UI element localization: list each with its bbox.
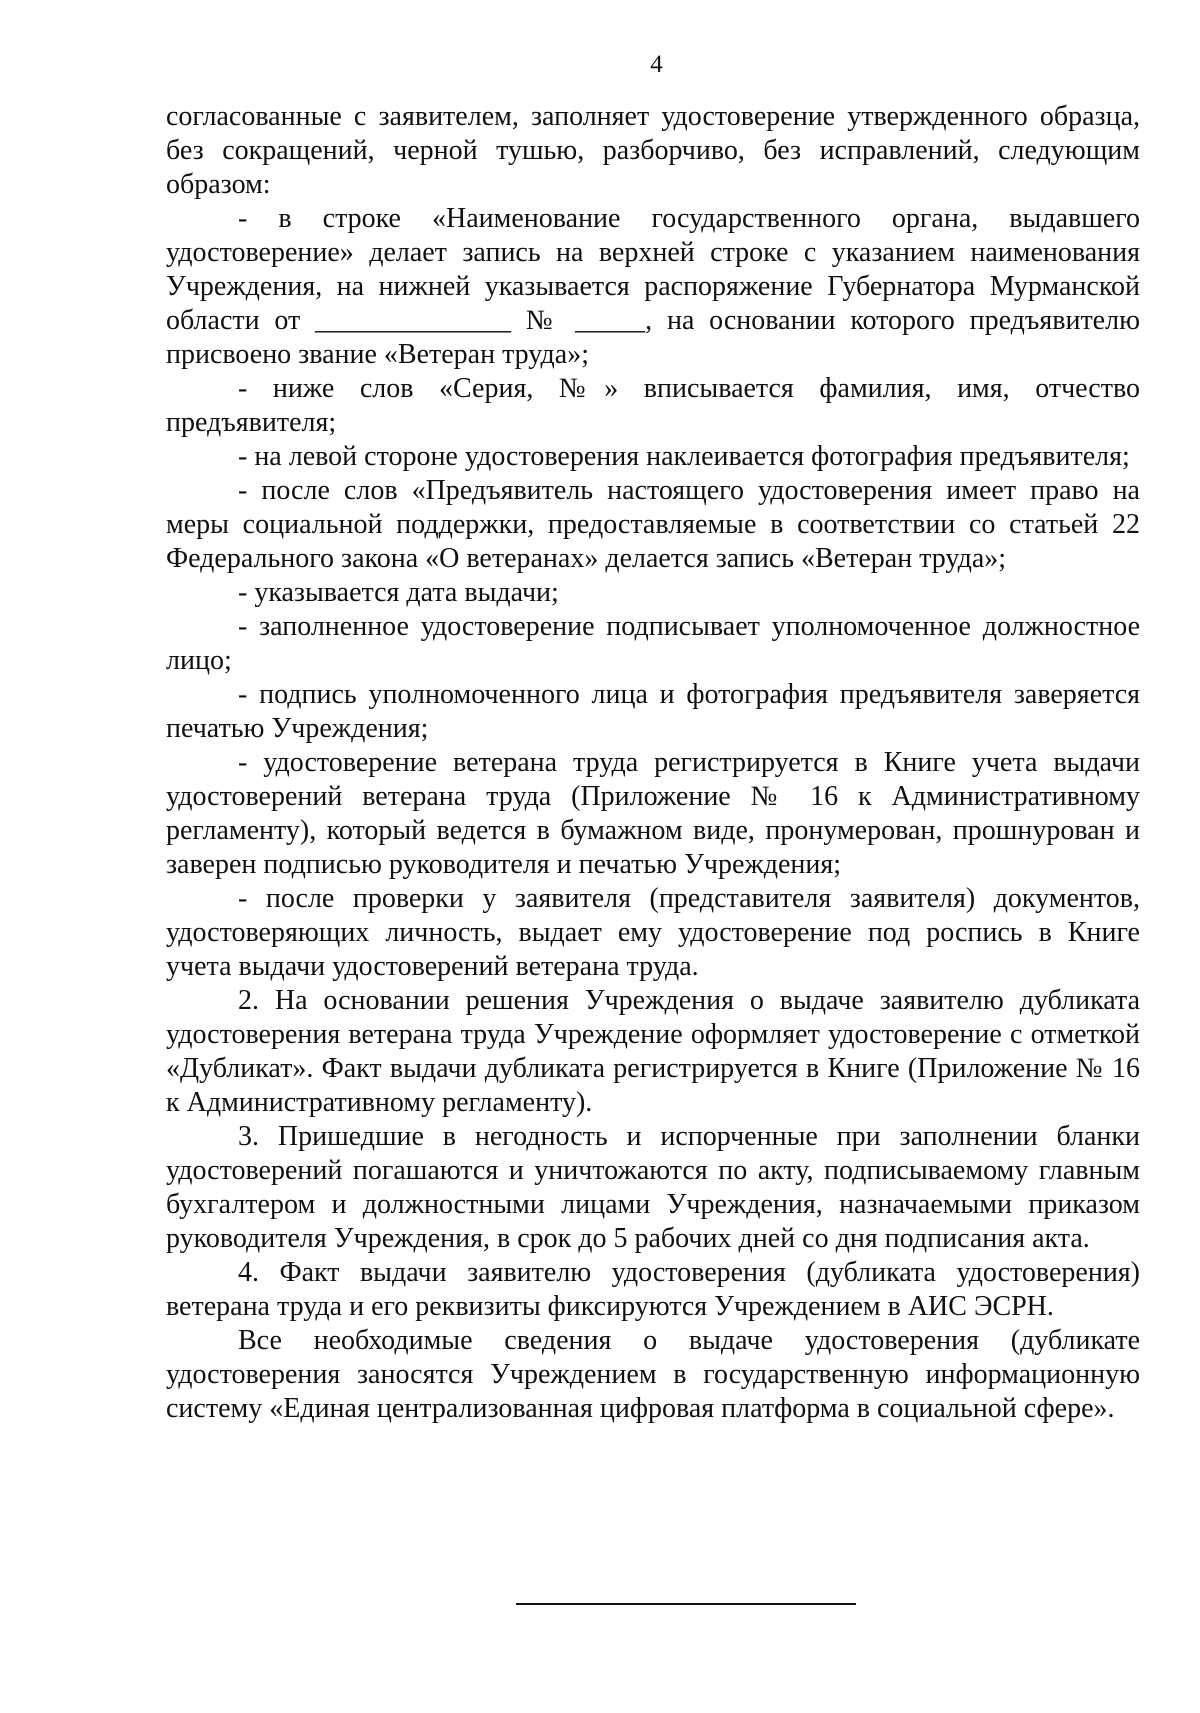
paragraph-entitlement-entry: - после слов «Предъявитель настоящего удостоверения имеет право на меры социальной поддержки, предоставляемые в соответствии со статьей 22 Федерального закона «О ветеранах» делается запись «Ветеран труда»; <box>166 475 1140 574</box>
paragraph-holder-name: - ниже слов «Серия, №» вписывается фамилия, имя, отчество предъявителя; <box>166 373 1140 438</box>
paragraph-seal: - подпись уполномоченного лица и фотография предъявителя заверяется печатью Учреждения; <box>166 679 1140 744</box>
paragraph-duplicate: 2. На основании решения Учреждения о выдаче заявителю дубликата удостоверения ветерана труда Учреждение оформляет удостоверение с отметкой «Дубликат». Факт выдачи дубликата регистрируется в Книге (Приложение № 16 к Административному регламенту). <box>166 985 1140 1118</box>
paragraph-signature: - заполненное удостоверение подписывает уполномоченное должностное лицо; <box>166 611 1140 676</box>
page-number: 4 <box>650 51 663 78</box>
paragraph-handover: - после проверки у заявителя (представителя заявителя) документов, удостоверяющих личность, выдает ему удостоверение под роспись в Книге учета выдачи удостоверений ветерана труда. <box>166 883 1140 982</box>
paragraph-continuation: согласованные с заявителем, заполняет удостоверение утвержденного образца, без сокращений, черной тушью, разборчиво, без исправлений, следующим образом: <box>166 101 1140 200</box>
paragraph-photo: - на левой стороне удостоверения наклеивается фотография предъявителя; <box>238 441 1130 472</box>
paragraph-issuing-authority: - в строке «Наименование государственного органа, выдавшего удостоверение» делает запись на верхней строке с указанием наименования Учреждения, на нижней указывается распоряжение Губернатора Мурманской области от ______________ № _____, на основании которого предъявителю присвоено звание «Ветеран труда»; <box>166 203 1140 370</box>
end-divider-line <box>516 1603 856 1605</box>
paragraph-issue-date: - указывается дата выдачи; <box>238 577 559 608</box>
document-body <box>166 100 1140 1426</box>
paragraph-state-system: Все необходимые сведения о выдаче удостоверения (дубликате удостоверения заносятся Учреждением в государственную информационную систему «Единая централизованная цифровая платформа в социальной сфере». <box>166 1325 1140 1424</box>
paragraph-spoiled-forms: 3. Пришедшие в негодность и испорченные при заполнении бланки удостоверений погашаются и уничтожаются по акту, подписываемому главным бухгалтером и должностными лицами Учреждения, назначаемыми приказом руководителя Учреждения, в срок до 5 рабочих дней со дня подписания акта. <box>166 1121 1140 1254</box>
paragraph-registration: - удостоверение ветерана труда регистрируется в Книге учета выдачи удостоверений ветерана труда (Приложение № 16 к Административному регламенту), который ведется в бумажном виде, пронумерован, прошнурован и заверен подписью руководителя и печатью Учреждения; <box>166 747 1140 880</box>
paragraph-ais-registration: 4. Факт выдачи заявителю удостоверения (дубликата удостоверения) ветерана труда и его реквизиты фиксируются Учреждением в АИС ЭСРН. <box>166 1257 1140 1322</box>
